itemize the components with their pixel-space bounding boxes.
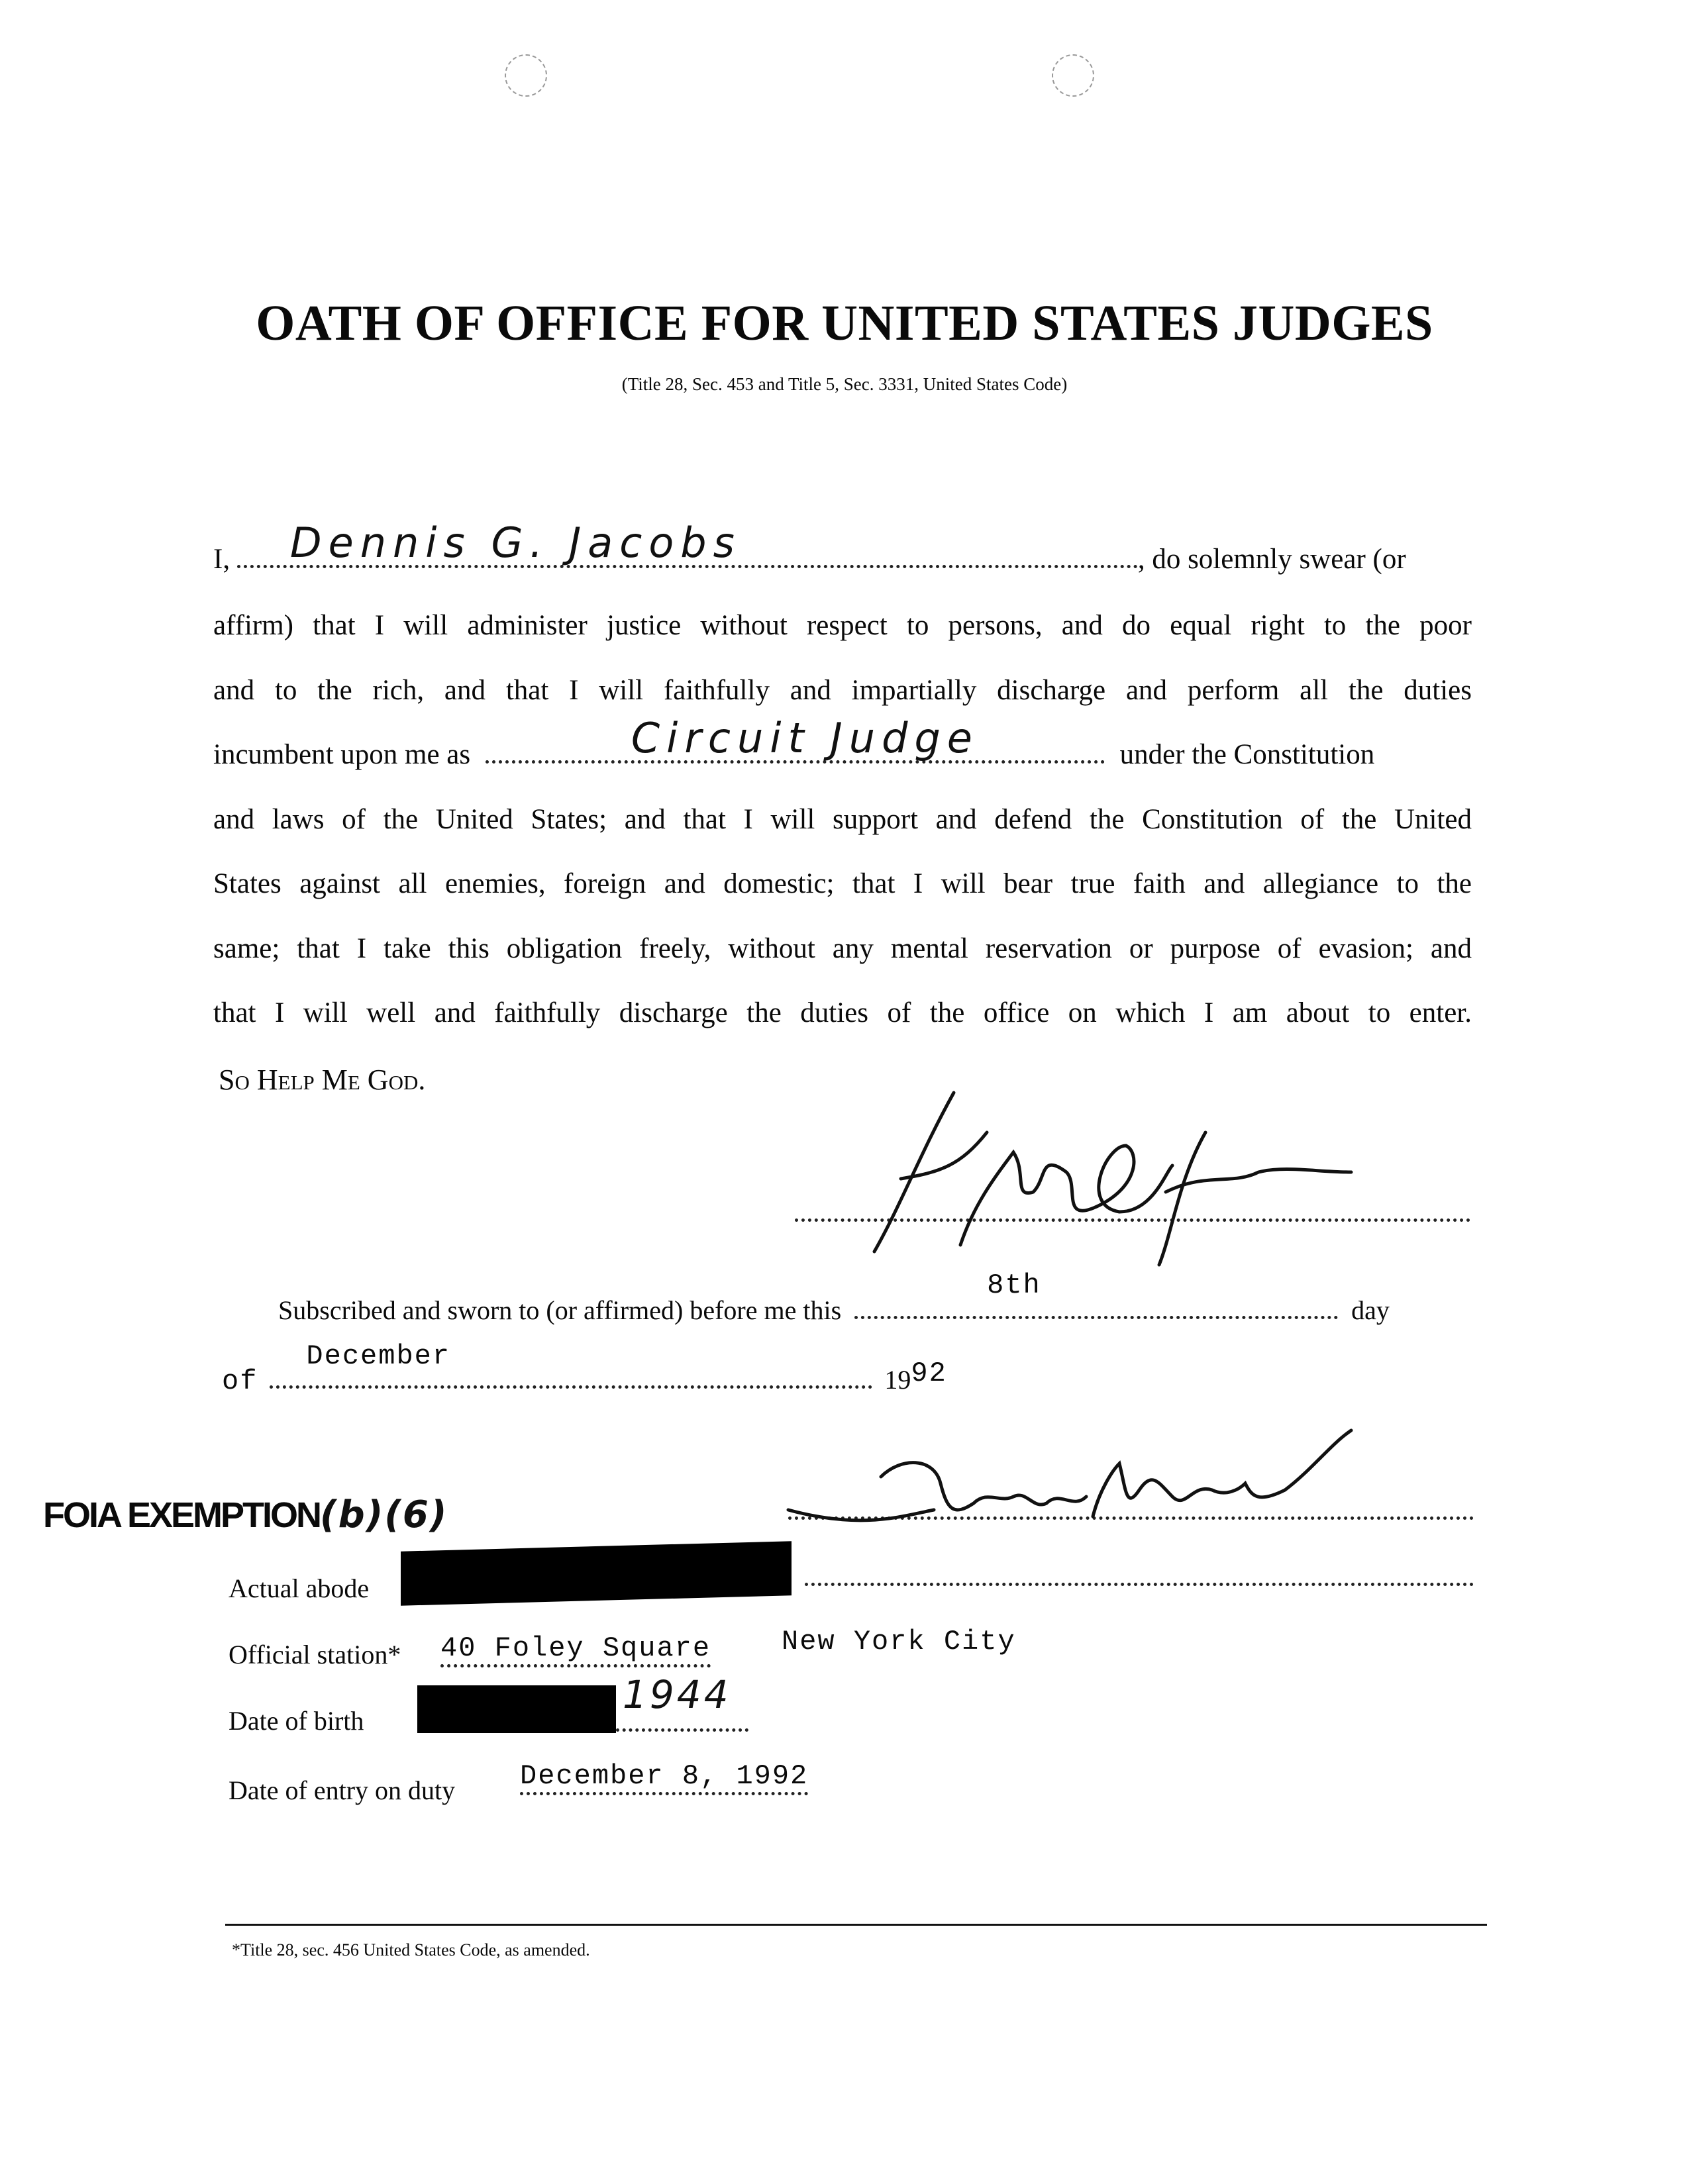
oath-line-2: affirm) that I will administer justice without respect to persons, and do equal right to the poor [213,610,1472,641]
sworn-day-value: 8th [987,1269,1041,1301]
oath-closing: So Help Me God. [219,1064,426,1096]
office-field-dots [486,714,1105,764]
sworn-year-prefix: 19 [884,1365,911,1395]
abode-redaction [401,1541,792,1605]
birth-label: Date of birth [229,1706,364,1736]
sworn-day-dots [854,1269,1338,1319]
oath-line-4 [213,714,1472,771]
birth-year-handwritten: 1944 [623,1672,731,1717]
oath-line-8: that I will well and faithfully discharge the duties of the office on which I am about to enter. [213,997,1472,1028]
punch-hole-right [1052,54,1094,97]
foia-exemption-label [43,1493,448,1536]
oath-line-3: and to the rich, and that I will faithfully and impartially discharge and perform all the duties [213,675,1472,706]
sworn-year-suffix: 92 [911,1358,947,1389]
foia-code: (b)(6) [320,1493,448,1536]
oath-line-7: same; that I take this obligation freely, without any mental reservation or purpose of evasion; and [213,933,1472,964]
station-value-2: New York City [782,1626,1016,1658]
foia-label: FOIA EXEMPTION [43,1495,321,1535]
footnote-rule [225,1924,1487,1926]
name-field-dots [237,519,1138,568]
abode-label: Actual abode [229,1573,370,1603]
oath-line1-suffix: , do solemnly swear (or [1137,544,1406,575]
station-label: Official station* [229,1640,401,1669]
sworn-of-label: of [222,1365,258,1397]
entry-label: Date of entry on duty [229,1775,456,1805]
oath-line4-suffix: under the Constitution [1119,739,1375,770]
birth-redaction [417,1685,616,1733]
name-handwritten: Dennis G. Jacobs [289,519,741,567]
footnote: *Title 28, sec. 456 United States Code, as amended. [232,1940,590,1960]
sworn-prefix: Subscribed and sworn to (or affirmed) before me this [278,1295,842,1325]
sworn-month-dots [270,1340,872,1389]
oath-line-1 [213,519,1472,575]
birth-field-dots [616,1728,748,1732]
page-subtitle: (Title 28, Sec. 453 and Title 5, Sec. 3331, United States Code) [621,374,1068,394]
judge-signature [861,1073,1364,1271]
office-handwritten: Circuit Judge [631,714,979,762]
officiant-signature [782,1417,1364,1536]
oath-prefix: I, [213,544,230,575]
sworn-month-line [222,1340,947,1397]
entry-value: December 8, 1992 [520,1760,808,1795]
station-value-1: 40 Foley Square [440,1632,711,1667]
oath-line4-prefix: incumbent upon me as [213,739,471,770]
oath-line-6: States against all enemies, foreign and domestic; that I will bear true faith and allegiance to the [213,868,1472,899]
punch-hole-left [505,54,547,97]
sworn-month-value: December [306,1340,451,1372]
page-title: OATH OF OFFICE FOR UNITED STATES JUDGES [256,295,1433,351]
oath-line-5: and laws of the United States; and that I will support and defend the Constitution of the United [213,804,1472,835]
sworn-day-label: day [1351,1295,1390,1325]
abode-field-dots [805,1583,1474,1586]
sworn-line [278,1269,1390,1326]
